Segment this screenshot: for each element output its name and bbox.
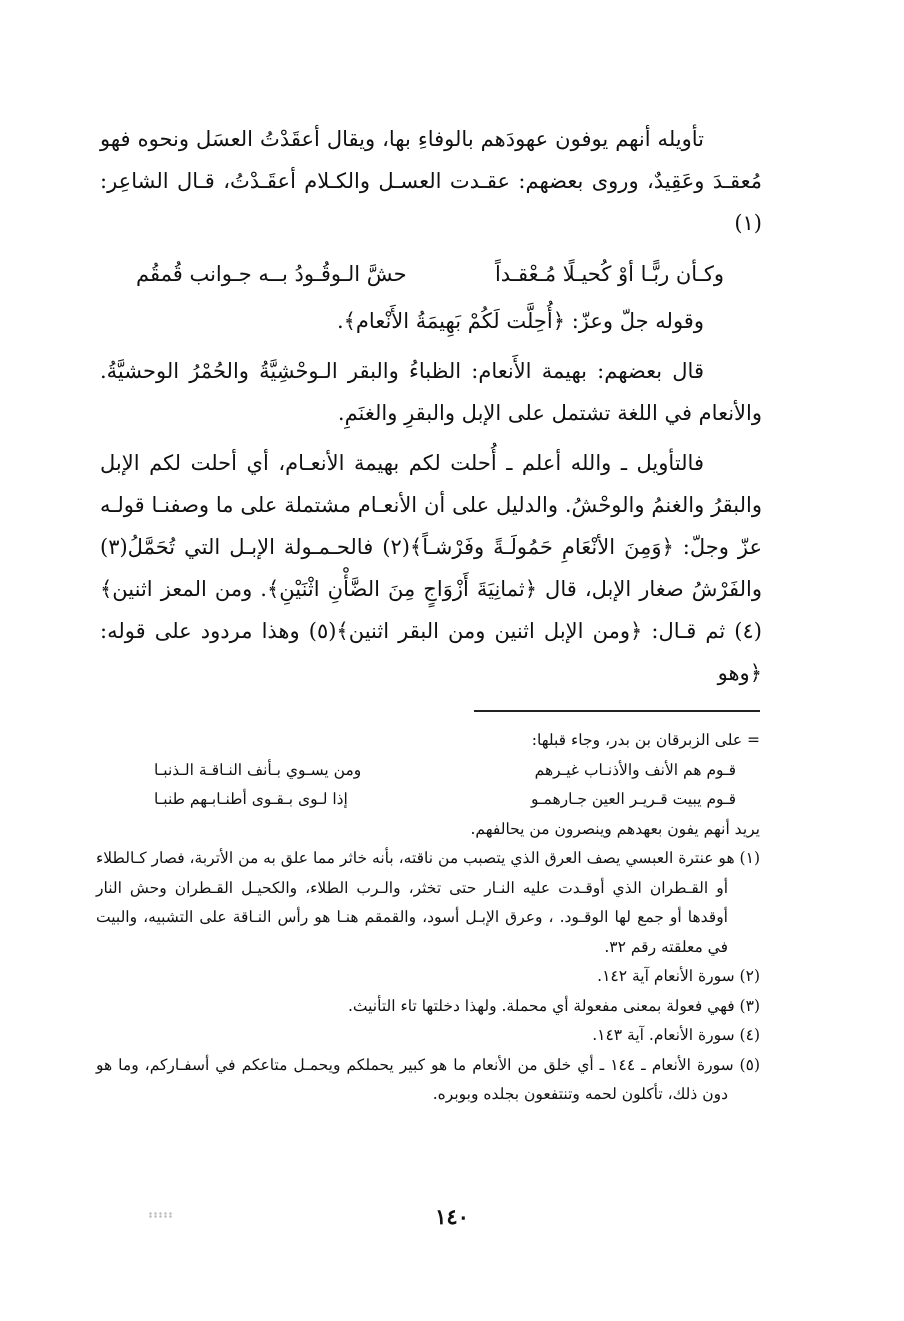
page-number: ١٤٠ <box>435 1204 469 1229</box>
verse-second-hemistich: حشَّ الـوقُـودُ بــه جـوانب قُمقُم <box>136 262 407 286</box>
verse-first-hemistich: قـوم يبيت قـريـر العين جـارهمـو <box>530 790 736 808</box>
paragraph: فالتأويل ـ والله أعلم ـ أُحلت لكم بهيمة الأنعـام، أي أحلت لكم الإبل والبقرُ والغنمُ والوحْشُ. والدليل على أن الأنعـام مشتملة على ما وصفنـا قولـه عزّ وجلّ: ﴿وَمِنَ الأنْعَامِ حَمُولَـةً وفَرْشـاً﴾(٢) فالحـمـولة الإبـل التي تُحَمَّلُ(٣) والفَرْشُ صغار الإبل، قال ﴿ثمانِيَةَ أَزْوَاجٍ مِنَ الضَّأْنِ اثْنَيْنِ﴾. ومن المعز اثنين﴾(٤) ثم قـال: ﴿ومن الإبل اثنين ومن البقر اثنين﴾(٥) وهذا مردود على قوله: ﴿وهو <box>100 451 762 685</box>
poetry-verse <box>136 252 724 296</box>
verse-second-hemistich: ومن يسـوي بـأنف النـاقـة الـذنبـا <box>154 760 362 779</box>
footnote-3: (٣) فهي فعولة بمعنى مفعولة أي محملة. ولهذا دخلتها تاء التأنيث. <box>347 996 760 1015</box>
verse-second-hemistich: إذا لـوى بـقـوى أطنـابـهم طنبـا <box>154 790 348 808</box>
footnote-separator <box>474 710 760 712</box>
footnote-continuation-end: يريد أنهم يفون بعهدهم وينصرون من يحالفهم. <box>470 819 760 838</box>
footnote-2: (٢) سورة الأنعام آية ١٤٢. <box>597 967 760 985</box>
paragraph: تأويله أنهم يوفون عهودَهم بالوفاءِ بها، ويقال أعقَدْتُ العسَل ونحوه فهو مُعقـدَ وعَقِيدٌ، وروى بعضهم: عقـدت العسـل والكـلام أعقَـدْتُ، قـال الشاعِر: (١) <box>100 127 762 235</box>
paragraph: قال بعضهم: بهيمة الأَنعام: الظباءُ والبقر الـوحْشِيَّةُ والحُمْرُ الوحشيَّةُ. والأنعام في اللغة تشتمل على الإبل والبقرِ والغنَمِ. <box>100 359 762 425</box>
verse-first-hemistich: قـوم هم الأنف والأذنـاب غيـرهم <box>534 760 736 779</box>
verse-first-hemistich: وكـأن ربًّـا أوْ كُحيـلًا مُـعْقـداً <box>494 262 724 286</box>
main-text <box>100 118 762 702</box>
footnote-4: (٤) سورة الأنعام. آية ١٤٣. <box>592 1026 760 1044</box>
footnote-continuation: = على الزبرقان بن بدر، وجاء قبلها: <box>531 731 760 749</box>
footnote-verse <box>154 785 736 815</box>
footnote-verse <box>154 756 736 786</box>
paragraph: وقوله جلّ وعزّ: ﴿أُحِلَّت لَكُمْ بَهِيمَةُ الأَنْعام﴾. <box>336 309 704 333</box>
footnote-1: (١) هو عنترة العبسي يصف العرق الذي يتصبب من ناقته، بأنه خاثر مما علق به من الأتربة، فصار كـالطلاء أو القـطران الذي أوقـدت عليه النـار حتى تخثر، والـرب الطلاء، والكحيـل القـطران وحش النار أوقدها أو جمع لها الوقـود. ، وعرق الإبـل أسود، والقمقم هنـا هو رأس النـاقة على التشبيه، والبيت في معلقته رقم ٣٢. <box>96 849 760 956</box>
footnotes <box>96 726 760 1110</box>
footnote-5: (٥) سورة الأنعام ـ ١٤٤ ـ أي خلق من الأنعام ما هو كبير يحملكم ويحمـل متاعكم في أسفـاركم، وما هو دون ذلك، تأكلون لحمه وتنتفعون بجلده وبوبره. <box>96 1055 760 1103</box>
